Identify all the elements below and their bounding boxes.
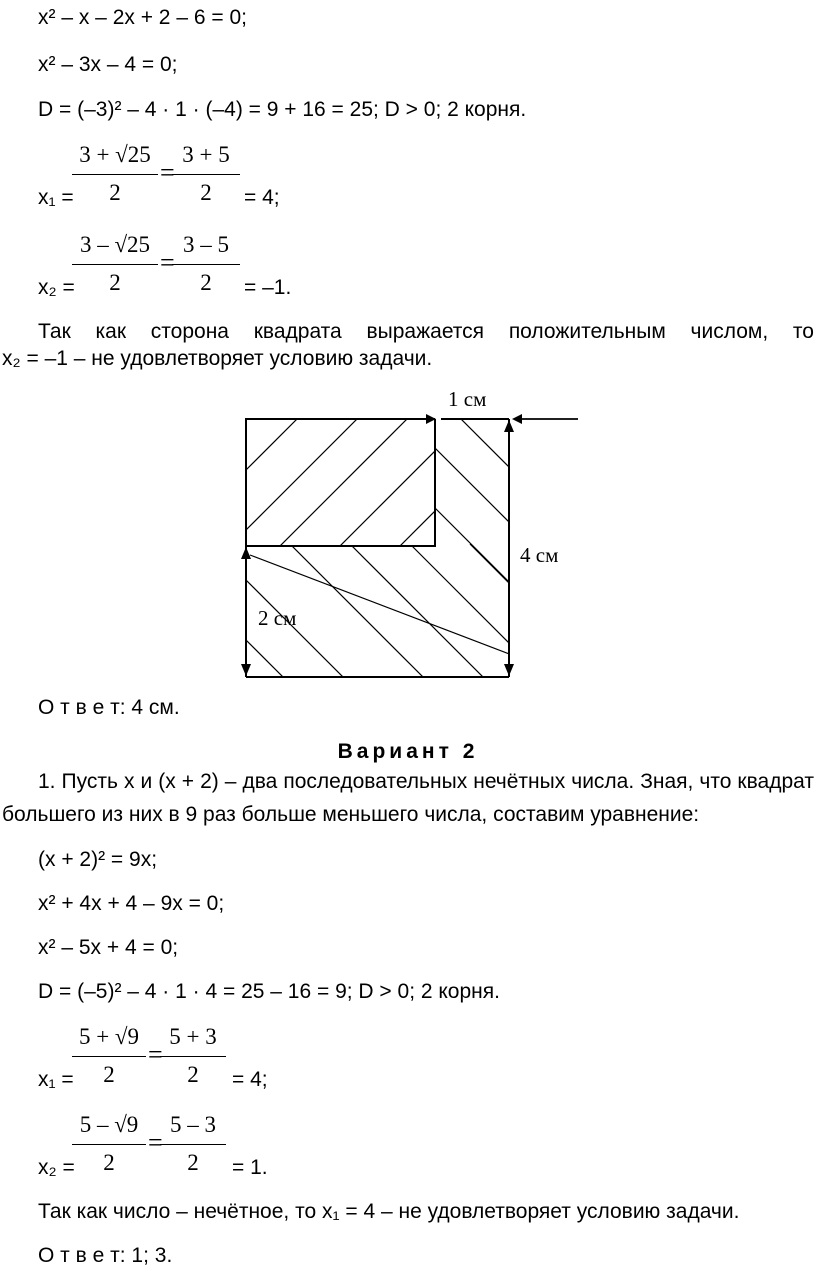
fraction-bar <box>172 174 240 175</box>
v2-x1-result: = 4; <box>232 1068 268 1091</box>
equals-sign: = <box>160 158 175 187</box>
x2-label: x₂ = <box>38 276 75 299</box>
v2-x1-fraction-sum <box>160 1022 226 1092</box>
fraction-bar <box>72 1144 146 1145</box>
explanation-line-2: x₂ = –1 – не удовлетворяет условию задачи. <box>2 347 433 370</box>
fraction-numerator: 3 – √25 <box>79 232 151 257</box>
fraction-denominator: 2 <box>103 1150 115 1175</box>
discriminant-line: D = (–3)² – 4 · 1 · (–4) = 9 + 16 = 25; D > 0; 2 корня. <box>38 98 527 121</box>
label-2cm: 2 см <box>258 606 297 630</box>
fraction-numerator: 3 + 5 <box>182 142 230 167</box>
fraction-denominator: 2 <box>103 1062 115 1087</box>
equation-expanded: x² – x – 2x + 2 – 6 = 0; <box>38 6 247 29</box>
v2-equation-2: x² + 4x + 4 – 9x = 0; <box>38 892 225 915</box>
equals-sign: = <box>160 248 175 277</box>
v2-x2-fraction-diff <box>160 1110 226 1180</box>
fraction-denominator: 2 <box>200 180 212 205</box>
answer-part1: О т в е т: 4 см. <box>38 696 180 719</box>
label-4cm: 4 см <box>520 543 559 567</box>
fraction-numerator: 5 + 3 <box>169 1024 217 1049</box>
fraction-bar <box>72 1056 146 1057</box>
x1-fraction-root <box>72 140 158 210</box>
fraction-bar <box>160 1056 226 1057</box>
answer-variant2: О т в е т: 1; 3. <box>38 1244 173 1267</box>
v2-x2-label: x₂ = <box>38 1156 75 1179</box>
problem-line-2: большего из них в 9 раз больше меньшего числа, составим уравнение: <box>2 803 700 826</box>
v2-x1-label: x₁ = <box>38 1068 74 1091</box>
x1-result: = 4; <box>244 186 280 209</box>
fraction-numerator: 5 – √9 <box>79 1112 139 1137</box>
v2-discriminant: D = (–5)² – 4 · 1 · 4 = 25 – 16 = 9; D > 0; 2 корня. <box>38 980 500 1003</box>
v2-x2-result: = 1. <box>232 1156 268 1179</box>
hatch-top <box>246 416 440 550</box>
fraction-numerator: 3 + √25 <box>79 142 151 167</box>
fraction-numerator: 5 + √9 <box>78 1024 140 1049</box>
x1-fraction-sum <box>172 140 240 210</box>
fraction-bar <box>72 174 158 175</box>
square-diagram <box>0 380 816 690</box>
fraction-bar <box>172 264 240 265</box>
fraction-denominator: 2 <box>109 180 121 205</box>
x2-fraction-root <box>72 230 158 300</box>
explanation-line-1: Так как сторона квадрата выражается положительным числом, то <box>38 320 814 343</box>
v2-equation-3: x² – 5x + 4 = 0; <box>38 936 179 959</box>
label-1cm: 1 см <box>448 387 487 411</box>
equation-simplified: x² – 3x – 4 = 0; <box>38 53 178 76</box>
x1-label: x₁ = <box>38 186 74 209</box>
x2-fraction-diff <box>172 230 240 300</box>
fraction-bar <box>72 264 158 265</box>
fraction-numerator: 5 – 3 <box>170 1112 216 1137</box>
fraction-denominator: 2 <box>187 1150 199 1175</box>
fraction-denominator: 2 <box>109 270 121 295</box>
v2-x2-fraction-root <box>72 1110 146 1180</box>
variant-heading: Вариант 2 <box>337 740 479 763</box>
x2-result: = –1. <box>244 276 292 299</box>
fraction-denominator: 2 <box>187 1062 199 1087</box>
fraction-numerator: 3 – 5 <box>183 232 229 257</box>
equals-sign: = <box>148 1040 163 1069</box>
v2-equation-1: (x + 2)² = 9x; <box>38 848 158 871</box>
problem-line-1: 1. Пусть x и (x + 2) – два последовательных нечётных числа. Зная, что квадрат <box>38 770 814 793</box>
fraction-bar <box>160 1144 226 1145</box>
v2-x1-fraction-root <box>72 1022 146 1092</box>
equals-sign: = <box>148 1128 163 1157</box>
v2-explanation: Так как число – нечётное, то x₁ = 4 – не удовлетворяет условию задачи. <box>38 1200 740 1223</box>
fraction-denominator: 2 <box>200 270 212 295</box>
